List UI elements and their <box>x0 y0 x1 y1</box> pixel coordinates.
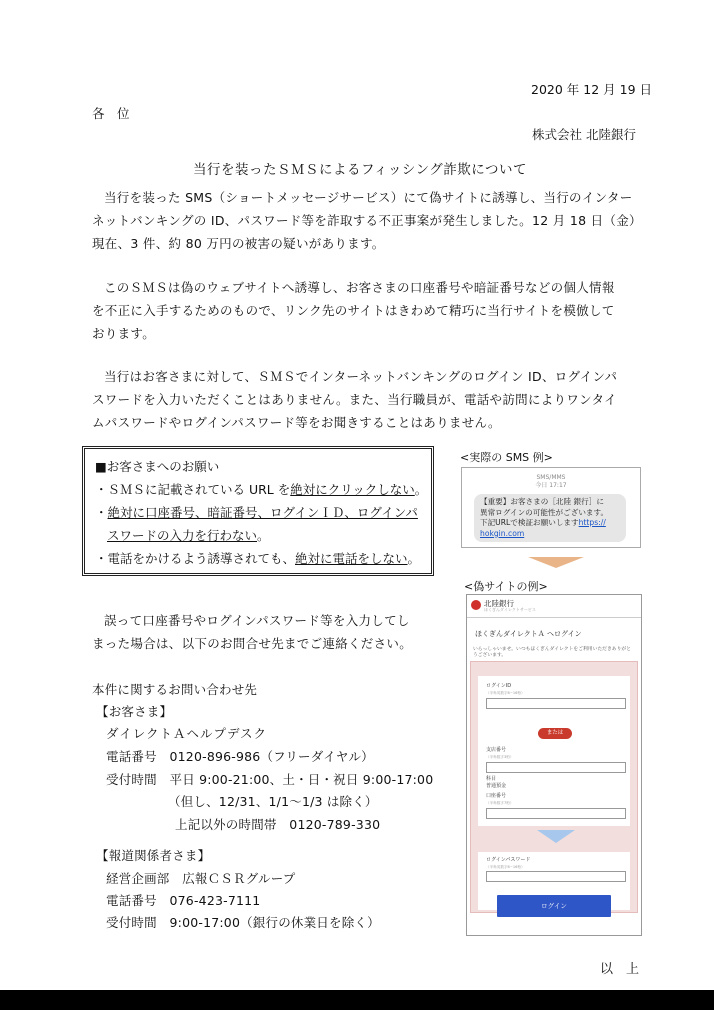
addressee: 各 位 <box>92 106 130 121</box>
paragraph-line: このＳＭＳは偽のウェブサイトへ誘導し、お客さまの口座番号や暗証番号などの個人情報 <box>104 280 615 295</box>
company-name: 株式会社 北陸銀行 <box>532 127 636 142</box>
press-phone: 電話番号 076-423-7111 <box>106 893 261 908</box>
help-desk-hours: 受付時間 平日 9:00-21:00、土・日・祝日 9:00-17:00 <box>106 772 434 787</box>
paragraph-line: まった場合は、以下のお問合せ先までご連絡ください。 <box>92 636 413 651</box>
closing-mark: 以 上 <box>600 962 640 977</box>
down-arrow-icon <box>537 830 575 843</box>
fake-login-id-input <box>486 698 626 709</box>
help-desk-name: ダイレクトＡヘルプデスク <box>106 726 268 741</box>
paragraph-line: 当行はお客さまに対して、ＳＭＳでインターネットバンキングのログイン ID、ログインパ <box>104 369 618 384</box>
fake-site-header <box>467 595 641 618</box>
notice-heading: ■お客さまへのお願い <box>95 459 220 474</box>
fake-branch-hint: （半角数字3桁） <box>486 755 514 759</box>
document-date: 2020 年 12 月 19 日 <box>531 82 652 97</box>
paragraph-line: を不正に入手するためのもので、リンク先のサイトはきわめて精巧に当行サイトを模倣して <box>92 303 615 318</box>
notice-item-no-call: ・電話をかけるよう誘導されても、絶対に電話をしない。 <box>95 551 421 566</box>
help-desk-phone: 電話番号 0120-896-986（フリーダイヤル） <box>106 749 374 764</box>
fake-account-no-hint: （半角数字7桁） <box>486 801 514 805</box>
phishing-link-domain: hokgin.com <box>480 528 525 538</box>
fake-password-hint: （半角英数字6~16桁） <box>486 865 525 869</box>
fake-login-id-hint: （半角英数字6~16桁） <box>486 691 525 695</box>
customer-section-label: 【お客さま】 <box>96 704 173 719</box>
notice-item-no-input: ・絶対に口座番号、暗証番号、ログインＩＤ、ログインパ <box>95 505 418 520</box>
bottom-bar <box>0 990 714 1010</box>
fake-login-id-label: ログインID <box>486 683 512 689</box>
down-arrow-icon <box>528 557 584 568</box>
fake-account-type-label: 科目 <box>486 776 497 782</box>
fake-account-type-value: 普通預金 <box>486 783 507 789</box>
notice-item-no-click: ・ＳＭＳに記載されている URL を絶対にクリックしない。 <box>95 482 428 497</box>
fake-bank-subtitle: ほくぎんダイレクトサービス <box>484 607 536 612</box>
sms-example-screenshot <box>461 467 641 548</box>
fake-branch-label: 支店番号 <box>486 747 507 753</box>
help-desk-other-hours: 上記以外の時間帯 0120-789-330 <box>175 817 381 832</box>
contact-header: 本件に関するお問い合わせ先 <box>92 682 258 697</box>
customer-request-box <box>82 446 434 576</box>
paragraph-line: おります。 <box>92 326 156 341</box>
fake-login-button: ログイン <box>497 895 611 917</box>
paragraph-bank-policy <box>92 365 642 434</box>
fake-lead-text: いらっしゃいませ。いつもほくぎんダイレクトをご利用いただきありがとうございます。 <box>473 647 631 658</box>
fake-account-no-label: 口座番号 <box>486 793 507 799</box>
sms-message-bubble: 【重要】お客さまの［北陸 銀行］に 異常ログインの可能性がございます。 下記URLで検証お願いしますhttps:// hokgin.com <box>474 494 626 542</box>
paragraph-line: 現在、3 件、約 80 万円の被害の疑いがあります。 <box>92 236 385 251</box>
fake-site-caption: <偽サイトの例> <box>464 580 548 593</box>
fake-password-input <box>486 871 626 882</box>
press-department: 経営企画部 広報ＣＳＲグループ <box>106 871 296 886</box>
fake-login-panel <box>470 661 638 913</box>
paragraph-contact-instruction <box>92 609 442 655</box>
press-section-label: 【報道関係者さま】 <box>96 848 211 863</box>
fake-bank-name: 北陸銀行 <box>484 599 514 608</box>
document-title: 当行を装ったＳＭＳによるフィッシング詐欺について <box>193 162 528 178</box>
fake-site-screenshot <box>466 594 642 936</box>
sms-time: 今日 17:17 <box>535 482 567 489</box>
fake-branch-input <box>486 762 626 773</box>
phishing-link: https:// <box>578 518 606 527</box>
sms-example-caption: <実際の SMS 例> <box>460 451 553 464</box>
paragraph-line: 当行を装った SMS（ショートメッセージサービス）にて偽サイトに誘導し、当行のインター <box>104 190 633 205</box>
paragraph-sms-description <box>92 276 642 345</box>
paragraph-line: 誤って口座番号やログインパスワード等を入力してし <box>104 613 410 628</box>
paragraph-incident <box>92 186 642 255</box>
fake-credentials-card <box>478 676 630 826</box>
paragraph-line: ムパスワードやログインパスワード等をお聞きすることはありません。 <box>92 415 501 430</box>
paragraph-line: ネットバンキングの ID、パスワード等を詐取する不正事案が発生しました。12 月 18 日（金） <box>92 213 642 228</box>
help-desk-hours-note: （但し、12/31、1/1～1/3 は除く） <box>168 794 378 809</box>
fake-page-title: ほくぎんダイレクトＡ へログイン <box>475 630 582 638</box>
press-hours: 受付時間 9:00-17:00（銀行の休業日を除く） <box>106 915 380 930</box>
fake-password-label: ログインパスワード <box>486 857 531 863</box>
fake-account-no-input <box>486 808 626 819</box>
bank-logo-icon <box>471 600 481 610</box>
fake-or-badge: または <box>538 728 572 739</box>
notice-item-no-input-cont: スワードの入力を行わない。 <box>107 528 270 543</box>
paragraph-line: スワードを入力いただくことはありません。また、当行職員が、電話や訪問によりワンタイ <box>92 392 617 407</box>
sms-header: SMS/MMS <box>536 474 566 481</box>
